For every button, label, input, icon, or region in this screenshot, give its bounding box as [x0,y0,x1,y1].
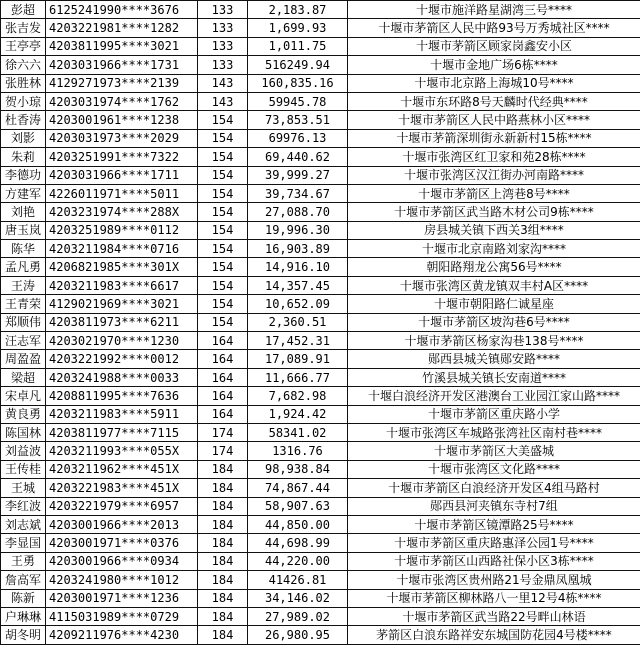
table-row [1,19,640,37]
table-row [1,589,640,607]
table-row [1,56,640,74]
name-cell: 李显国 [1,534,46,552]
number-cell: 154 [198,148,248,166]
amount-cell: 17,452.31 [248,332,348,350]
amount-cell: 44,850.00 [248,515,348,533]
address-cell: 朝阳路翔龙公寓56号**** [348,258,640,276]
amount-cell: 98,938.84 [248,460,348,478]
number-cell: 143 [198,74,248,92]
table-row [1,129,640,147]
name-cell: 方建军 [1,184,46,202]
name-cell: 刘艳 [1,203,46,221]
table-row [1,92,640,110]
amount-cell: 73,853.51 [248,111,348,129]
address-cell: 十堰市茅箭区武当路22号畔山林语 [348,607,640,625]
amount-cell: 17,089.91 [248,350,348,368]
amount-cell: 1,011.75 [248,37,348,55]
number-cell: 174 [198,423,248,441]
number-cell: 184 [198,479,248,497]
address-cell: 郧西县河夹镇东寺村7组 [348,497,640,515]
table-row [1,203,640,221]
table-row [1,258,640,276]
table-row [1,111,640,129]
address-cell: 十堰市茅箭区杨家沟巷138号**** [348,332,640,350]
address-cell: 十堰市茅箭区山西路社保小区3栋**** [348,552,640,570]
id-number-cell: 4203211983****5911 [46,405,198,423]
name-cell: 陈华 [1,240,46,258]
address-cell: 十堰市金地广场6栋**** [348,56,640,74]
address-cell: 十堰市张湾区汉江街办河南路**** [348,166,640,184]
number-cell: 154 [198,240,248,258]
number-cell: 154 [198,276,248,294]
id-number-cell: 4209211976****4230 [46,626,198,644]
number-cell: 184 [198,552,248,570]
number-cell: 184 [198,571,248,589]
number-cell: 154 [198,184,248,202]
name-cell: 李德功 [1,166,46,184]
amount-cell: 16,903.89 [248,240,348,258]
name-cell: 梁超 [1,368,46,386]
number-cell: 154 [198,129,248,147]
number-cell: 184 [198,460,248,478]
amount-cell: 44,220.00 [248,552,348,570]
amount-cell: 44,698.99 [248,534,348,552]
table-row [1,552,640,570]
name-cell: 刘益波 [1,442,46,460]
id-number-cell: 4129271973****2139 [46,74,198,92]
number-cell: 164 [198,405,248,423]
id-number-cell: 4203221992****0012 [46,350,198,368]
table-row [1,534,640,552]
name-cell: 朱莉 [1,148,46,166]
table-row [1,497,640,515]
amount-cell: 14,357.45 [248,276,348,294]
address-cell: 十堰市朝阳路仁诚星座 [348,295,640,313]
table-row [1,313,640,331]
id-number-cell: 4203001971****0376 [46,534,198,552]
id-number-cell: 4226011971****5011 [46,184,198,202]
number-cell: 154 [198,258,248,276]
amount-cell: 10,652.09 [248,295,348,313]
table-row [1,184,640,202]
id-number-cell: 4203031974****1762 [46,92,198,110]
id-number-cell: 4203211993****055X [46,442,198,460]
name-cell: 刘影 [1,129,46,147]
address-cell: 十堰市茅箭区重庆路惠泽公园1号**** [348,534,640,552]
address-cell: 十堰市茅箭区武当路木材公司9栋**** [348,203,640,221]
id-number-cell: 4203021970****1230 [46,332,198,350]
number-cell: 164 [198,387,248,405]
table-row [1,332,640,350]
id-number-cell: 4203211962****451X [46,460,198,478]
address-cell: 十堰市北京南路刘家沟**** [348,240,640,258]
address-cell: 十堰市茅箭区人民中路93号万秀城社区**** [348,19,640,37]
table-row [1,276,640,294]
address-cell: 十堰市张湾区文化路**** [348,460,640,478]
amount-cell: 516249.94 [248,56,348,74]
amount-cell: 26,980.95 [248,626,348,644]
address-cell: 十堰市茅箭深圳街永新新村15栋**** [348,129,640,147]
name-cell: 唐玉岚 [1,221,46,239]
table-row [1,626,640,644]
name-cell: 郑顺伟 [1,313,46,331]
amount-cell: 1316.76 [248,442,348,460]
number-cell: 154 [198,166,248,184]
table-row [1,221,640,239]
amount-cell: 69,440.62 [248,148,348,166]
address-cell: 十堰白浪经济开发区港澳台工业园江家山路**** [348,387,640,405]
amount-cell: 7,682.98 [248,387,348,405]
id-number-cell: 4203251989****0112 [46,221,198,239]
name-cell: 汪志军 [1,332,46,350]
address-cell: 十堰市茅箭区上湾巷8号**** [348,184,640,202]
id-number-cell: 4203241988****0033 [46,368,198,386]
amount-cell: 59945.78 [248,92,348,110]
amount-cell: 2,183.87 [248,1,348,19]
name-cell: 徐六六 [1,56,46,74]
number-cell: 184 [198,589,248,607]
number-cell: 184 [198,626,248,644]
amount-cell: 27,088.70 [248,203,348,221]
amount-cell: 27,989.02 [248,607,348,625]
name-cell: 彭超 [1,1,46,19]
table-row [1,37,640,55]
id-number-cell: 4203031966****1731 [46,56,198,74]
address-cell: 十堰市茅箭区重庆路小学 [348,405,640,423]
address-cell: 十堰市张湾区车城路张湾社区南村巷**** [348,423,640,441]
amount-cell: 74,867.44 [248,479,348,497]
table-body [1,1,640,645]
address-cell: 十堰市茅箭区柳林路八一里12号4栋**** [348,589,640,607]
name-cell: 周盈盈 [1,350,46,368]
name-cell: 胡冬明 [1,626,46,644]
address-cell: 十堰市茅箭区大美盛城 [348,442,640,460]
name-cell: 刘志斌 [1,515,46,533]
address-cell: 十堰市张湾区贵州路21号金鼎凤凰城 [348,571,640,589]
number-cell: 184 [198,607,248,625]
name-cell: 陈新 [1,589,46,607]
number-cell: 184 [198,534,248,552]
id-number-cell: 4206821985****301X [46,258,198,276]
amount-cell: 58,907.63 [248,497,348,515]
id-number-cell: 4203031973****2029 [46,129,198,147]
number-cell: 174 [198,442,248,460]
id-number-cell: 4203001971****1236 [46,589,198,607]
name-cell: 王涛 [1,276,46,294]
address-cell: 十堰市茅箭区白浪经济开发区4组马路村 [348,479,640,497]
number-cell: 184 [198,497,248,515]
table-row [1,479,640,497]
number-cell: 154 [198,313,248,331]
name-cell: 陈国林 [1,423,46,441]
name-cell: 王勇 [1,552,46,570]
address-cell: 竹溪县城关镇长安南道**** [348,368,640,386]
table-row [1,607,640,625]
name-cell: 杜香涛 [1,111,46,129]
amount-cell: 19,996.30 [248,221,348,239]
amount-cell: 58341.02 [248,423,348,441]
address-cell: 十堰市张湾区黄龙镇双丰村A区**** [348,276,640,294]
number-cell: 164 [198,332,248,350]
number-cell: 154 [198,111,248,129]
address-cell: 十堰市施洋路星湖湾三号**** [348,1,640,19]
id-number-cell: 4203811977****7115 [46,423,198,441]
table-row [1,148,640,166]
id-number-cell: 4129021969****3021 [46,295,198,313]
number-cell: 154 [198,203,248,221]
id-number-cell: 4115031989****0729 [46,607,198,625]
table-row [1,74,640,92]
number-cell: 154 [198,221,248,239]
table-row [1,350,640,368]
address-cell: 茅箭区白浪东路祥安东城国防花园4号楼**** [348,626,640,644]
name-cell: 王传桂 [1,460,46,478]
name-cell: 张胜林 [1,74,46,92]
number-cell: 133 [198,56,248,74]
amount-cell: 41426.81 [248,571,348,589]
amount-cell: 1,699.93 [248,19,348,37]
table-row [1,387,640,405]
table-row [1,423,640,441]
id-number-cell: 4203211983****6617 [46,276,198,294]
id-number-cell: 6125241990****3676 [46,1,198,19]
table-row [1,240,640,258]
number-cell: 133 [198,37,248,55]
table-row [1,571,640,589]
id-number-cell: 4203001961****1238 [46,111,198,129]
table-row [1,515,640,533]
name-cell: 宋卓凡 [1,387,46,405]
number-cell: 143 [198,92,248,110]
table-row [1,295,640,313]
number-cell: 184 [198,515,248,533]
amount-cell: 160,835.16 [248,74,348,92]
table-row [1,368,640,386]
number-cell: 133 [198,19,248,37]
amount-cell: 1,924.42 [248,405,348,423]
name-cell: 李红波 [1,497,46,515]
number-cell: 133 [198,1,248,19]
amount-cell: 39,999.27 [248,166,348,184]
number-cell: 164 [198,350,248,368]
address-cell: 十堰市茅箭区镜潭路25号**** [348,515,640,533]
address-cell: 十堰市张湾区红卫家和苑28栋**** [348,148,640,166]
name-cell: 贺小琼 [1,92,46,110]
id-number-cell: 4203811973****6211 [46,313,198,331]
id-number-cell: 4203811995****3021 [46,37,198,55]
id-number-cell: 4203001966****0934 [46,552,198,570]
amount-cell: 2,360.51 [248,313,348,331]
name-cell: 孟凡勇 [1,258,46,276]
address-cell: 房县城关镇下西关3组**** [348,221,640,239]
id-number-cell: 4203241980****1012 [46,571,198,589]
id-number-cell: 4203211984****0716 [46,240,198,258]
address-cell: 十堰市茅箭区坡沟巷6号**** [348,313,640,331]
address-cell: 十堰市东环路8号天麟时代经典**** [348,92,640,110]
name-cell: 户琳琳 [1,607,46,625]
number-cell: 164 [198,368,248,386]
amount-cell: 34,146.02 [248,589,348,607]
name-cell: 王青荣 [1,295,46,313]
id-number-cell: 4203001966****2013 [46,515,198,533]
amount-cell: 11,666.77 [248,368,348,386]
id-number-cell: 4203031966****1711 [46,166,198,184]
number-cell: 154 [198,295,248,313]
address-cell: 十堰市茅箭区人民中路燕林小区**** [348,111,640,129]
table-row [1,442,640,460]
amount-cell: 39,734.67 [248,184,348,202]
address-cell: 十堰市茅箭区顾家岗鑫安小区 [348,37,640,55]
id-number-cell: 4203231974****288X [46,203,198,221]
name-cell: 张吉发 [1,19,46,37]
table-row [1,405,640,423]
amount-cell: 69976.13 [248,129,348,147]
name-cell: 王城 [1,479,46,497]
id-number-cell: 4203221983****451X [46,479,198,497]
amount-cell: 14,916.10 [248,258,348,276]
address-cell: 十堰市北京路上海城10号**** [348,74,640,92]
table-row [1,166,640,184]
id-number-cell: 4203221979****6957 [46,497,198,515]
name-cell: 黄良勇 [1,405,46,423]
name-cell: 詹高军 [1,571,46,589]
id-number-cell: 4203221981****1282 [46,19,198,37]
id-number-cell: 4203251991****7322 [46,148,198,166]
table-row [1,460,640,478]
table-row [1,1,640,19]
id-number-cell: 4208811995****7636 [46,387,198,405]
address-cell: 郧西县城关镇郧安路**** [348,350,640,368]
name-cell: 王亭亭 [1,37,46,55]
